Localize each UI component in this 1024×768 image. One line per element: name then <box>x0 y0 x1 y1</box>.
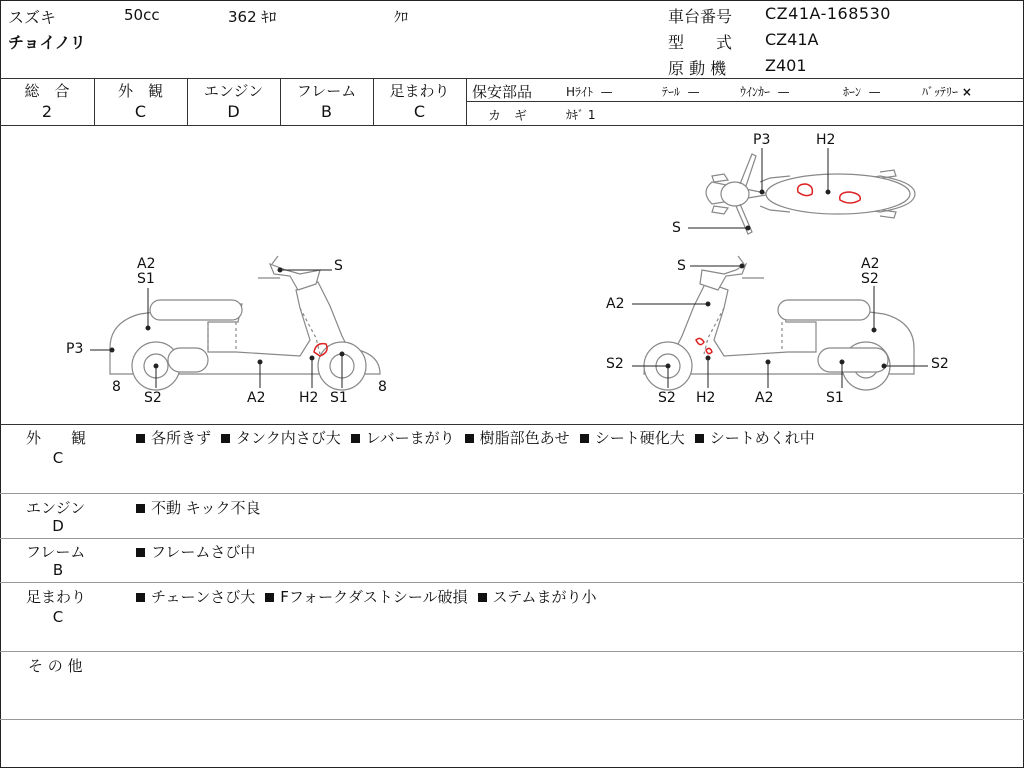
exterior-label: 外 観 <box>117 82 163 100</box>
engine-value: Z401 <box>765 56 807 75</box>
divider <box>0 651 1024 652</box>
safety-item-horn: ﾎｰﾝ — <box>843 85 881 99</box>
label-right-a2-mid: A2 <box>606 296 625 312</box>
detail-frame-items: フレームさび中 <box>136 541 265 562</box>
label-right-a2: A2 <box>755 390 774 406</box>
detail-exterior-items: 各所きず タンク内さび大 レバーまがり 樹脂部色あせ シート硬化大 シートめくれ中 <box>136 427 825 448</box>
divider <box>0 582 1024 583</box>
divider <box>0 78 1024 79</box>
frame-grade-label: フレーム <box>296 82 357 100</box>
displacement: 50cc <box>124 6 160 24</box>
label-top-s: S <box>672 220 681 236</box>
label-top-h2: H2 <box>816 132 836 148</box>
divider <box>466 78 467 125</box>
label-left-a2: A2 <box>247 390 266 406</box>
detail-suspension-grade: C <box>52 608 64 626</box>
overall-grade: 2 <box>41 102 53 121</box>
label-top-p3: P3 <box>753 132 771 148</box>
type-value: CZ41A <box>765 30 819 49</box>
key-value: ｶｷﾞ 1 <box>566 108 596 122</box>
key-label: カ ギ <box>488 109 528 124</box>
safety-item-tail: ﾃｰﾙ — <box>662 85 700 99</box>
label-left-s1-top: S1 <box>137 271 155 287</box>
divider <box>0 424 1024 425</box>
divider <box>466 101 1024 102</box>
label-right-s2-right: S2 <box>931 356 949 372</box>
detail-exterior-grade: C <box>52 449 64 467</box>
mileage: 362 ｷﾛ <box>228 8 277 26</box>
detail-engine-grade: D <box>52 517 64 535</box>
label-left-s2: S2 <box>144 390 162 406</box>
type-label: 型 式 <box>668 33 733 52</box>
suspension-grade: C <box>413 102 426 121</box>
label-left-s-top: S <box>334 258 343 274</box>
engine-grade: D <box>227 102 240 121</box>
frame-no: CZ41A-168530 <box>765 4 891 23</box>
safety-item-headlight: Hﾗｲﾄ — <box>566 85 613 99</box>
label-left-h2: H2 <box>299 390 319 406</box>
suspension-grade-label: 足まわり <box>389 82 450 100</box>
model-name: チョイノリ <box>8 33 86 52</box>
detail-other-label: そ の 他 <box>28 657 83 675</box>
maker: スズキ <box>8 8 57 27</box>
label-left-8-left: 8 <box>112 379 121 395</box>
detail-suspension-items: チェーンさび大 Fフォークダストシール破損 ステムまがり小 <box>136 586 607 607</box>
label-right-s2: S2 <box>658 390 676 406</box>
detail-frame-label: フレーム <box>26 543 86 561</box>
safety-item-battery: ﾊﾞｯﾃﾘｰ × <box>922 85 972 99</box>
safety-label: 保安部品 <box>472 83 533 101</box>
divider <box>0 719 1024 720</box>
safety-item-winker: ｳｲﾝｶｰ — <box>740 85 790 99</box>
label-right-a2-top: A2 <box>861 256 880 272</box>
exterior-grade: C <box>134 102 147 121</box>
detail-engine-items: 不動 キック不良 <box>136 497 270 518</box>
color: ｸﾛ <box>394 10 408 26</box>
divider <box>0 538 1024 539</box>
label-right-s1: S1 <box>826 390 844 406</box>
engine-label: 原 動 機 <box>668 59 727 78</box>
label-left-8-right: 8 <box>378 379 387 395</box>
label-right-s2-top: S2 <box>861 271 879 287</box>
label-right-h2: H2 <box>696 390 716 406</box>
label-left-a2-top: A2 <box>137 256 156 272</box>
frame-grade: B <box>321 102 332 121</box>
detail-suspension-label: 足まわり <box>26 588 87 606</box>
engine-grade-label: エンジン <box>203 82 264 100</box>
label-left-p3: P3 <box>66 341 84 357</box>
label-right-s2-left: S2 <box>606 356 624 372</box>
overall-label: 総 合 <box>24 82 70 100</box>
detail-exterior-label: 外 観 <box>26 429 87 447</box>
divider <box>0 493 1024 494</box>
detail-engine-label: エンジン <box>26 499 86 517</box>
detail-frame-grade: B <box>52 561 64 579</box>
label-left-s1: S1 <box>330 390 348 406</box>
frame-no-label: 車台番号 <box>668 7 733 26</box>
label-right-s-top: S <box>677 258 686 274</box>
